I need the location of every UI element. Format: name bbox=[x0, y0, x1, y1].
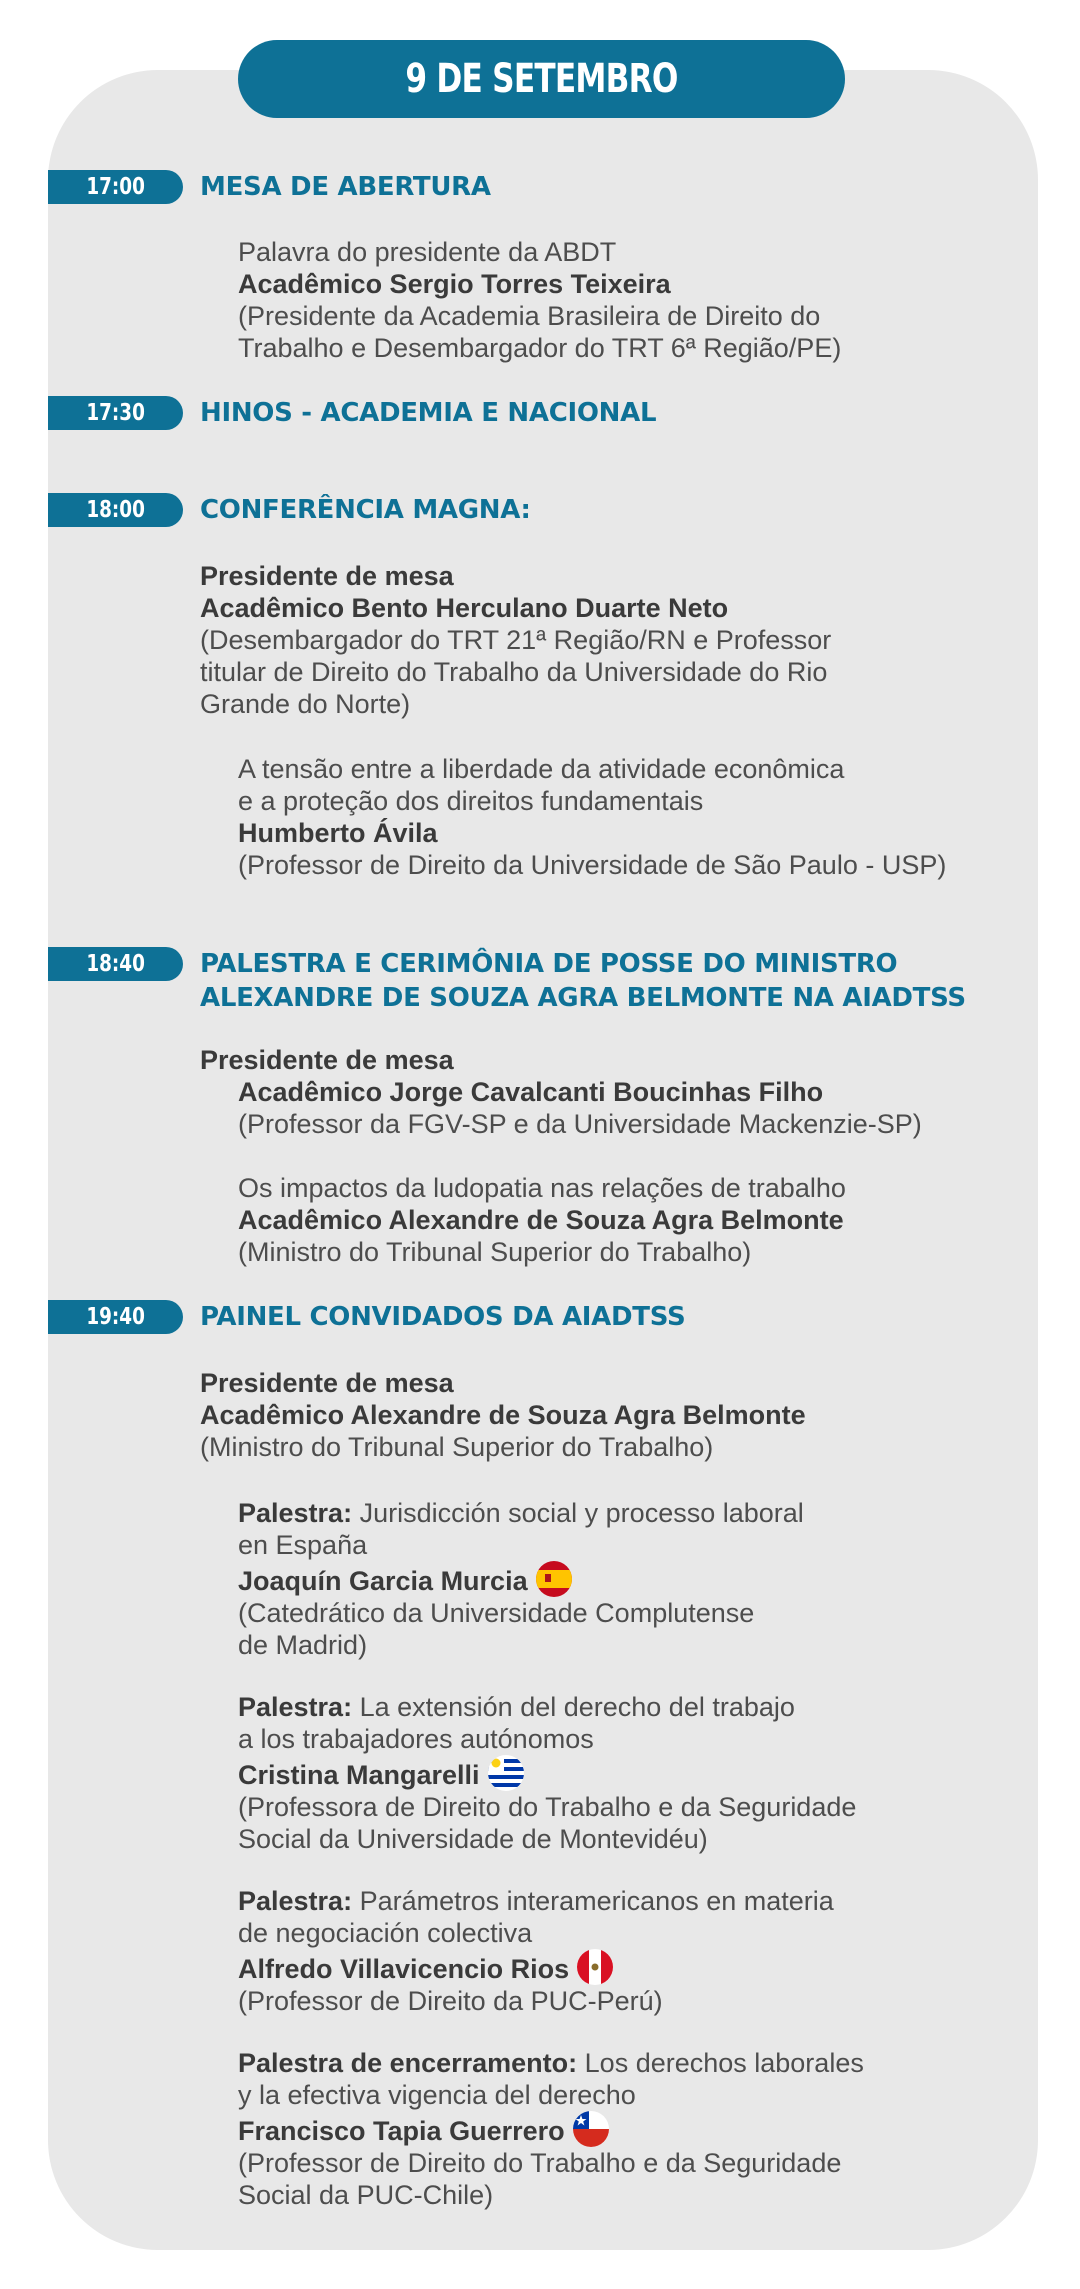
chile-flag-icon bbox=[573, 2111, 609, 2147]
spain-flag-icon bbox=[536, 1561, 572, 1597]
painel-talk-4: Palestra de encerramento: Los derechos laborales y la efectiva vigencia del derecho Francisco Tapia Guerrero (Professor de Direito do Trabalho e da Seguridade Social da PUC-Chile) bbox=[238, 2048, 864, 2210]
session-title-posse: PALESTRA E CERIMÔNIA DE POSSE DO MINISTRO ALEXANDRE DE SOUZA AGRA BELMONTE NA AIADTSS bbox=[200, 949, 966, 1013]
session-conferencia-chair: Presidente de mesa Acadêmico Bento Herculano Duarte Neto (Desembargador do TRT 21ª Região/RN e Professor titular de Direito do Trabalho da Universidade do Rio Grande do Norte) bbox=[200, 561, 832, 719]
painel-talk-2: Palestra: La extensión del derecho del trabajo a los trabajadores autónomos Cristina Mangarelli (Professora de Direito do Trabalho e da Seguridade Social da Universidade de Montevidéu) bbox=[238, 1692, 857, 1854]
peru-flag-icon bbox=[577, 1949, 613, 1985]
date-header bbox=[238, 40, 845, 118]
session-posse-body: Acadêmico Jorge Cavalcanti Boucinhas Filho (Professor da FGV-SP e da Universidade Mackenzie-SP) Os impactos da ludopatia nas relações de trabalho Acadêmico Alexandre de Souza Agra Belmonte (Ministro do Tribunal Superior do Trabalho) bbox=[238, 1077, 922, 1267]
session-painel-chair: Presidente de mesa Acadêmico Alexandre de Souza Agra Belmonte (Ministro do Tribunal Superior do Trabalho) bbox=[200, 1368, 806, 1462]
uruguay-flag-icon bbox=[488, 1755, 524, 1791]
session-title-hinos: HINOS - ACADEMIA E NACIONAL bbox=[200, 398, 657, 428]
session-title-conferencia: CONFERÊNCIA MAGNA: bbox=[200, 495, 531, 525]
session-conferencia-talk: A tensão entre a liberdade da atividade econômica e a proteção dos direitos fundamentais Humberto Ávila (Professor de Direito da Universidade de São Paulo - USP) bbox=[238, 754, 947, 880]
date-title: 9 DE SETEMBRO bbox=[405, 56, 678, 102]
session-title-abertura: MESA DE ABERTURA bbox=[200, 172, 491, 202]
time-tag-1940: 19:40 bbox=[48, 1300, 183, 1334]
session-title-painel: PAINEL CONVIDADOS DA AIADTSS bbox=[200, 1302, 686, 1332]
time-tag-1730: 17:30 bbox=[48, 396, 183, 430]
session-posse-chair-label: Presidente de mesa bbox=[200, 1045, 454, 1075]
painel-talk-3: Palestra: Parámetros interamericanos en materia de negociación colectiva Alfredo Villavicencio Rios (Professor de Direito da PUC-Perú) bbox=[238, 1886, 834, 2016]
time-tag-1700: 17:00 bbox=[48, 170, 183, 204]
session-abertura-body: Palavra do presidente da ABDT Acadêmico Sergio Torres Teixeira (Presidente da Academia Brasileira de Direito do Trabalho e Desembargador do TRT 6ª Região/PE) bbox=[238, 237, 842, 363]
time-tag-1840: 18:40 bbox=[48, 947, 183, 981]
painel-talk-1: Palestra: Jurisdicción social y processo laboral en España Joaquín Garcia Murcia (Catedrático da Universidade Complutense de Madrid) bbox=[238, 1498, 804, 1660]
time-tag-1800: 18:00 bbox=[48, 493, 183, 527]
